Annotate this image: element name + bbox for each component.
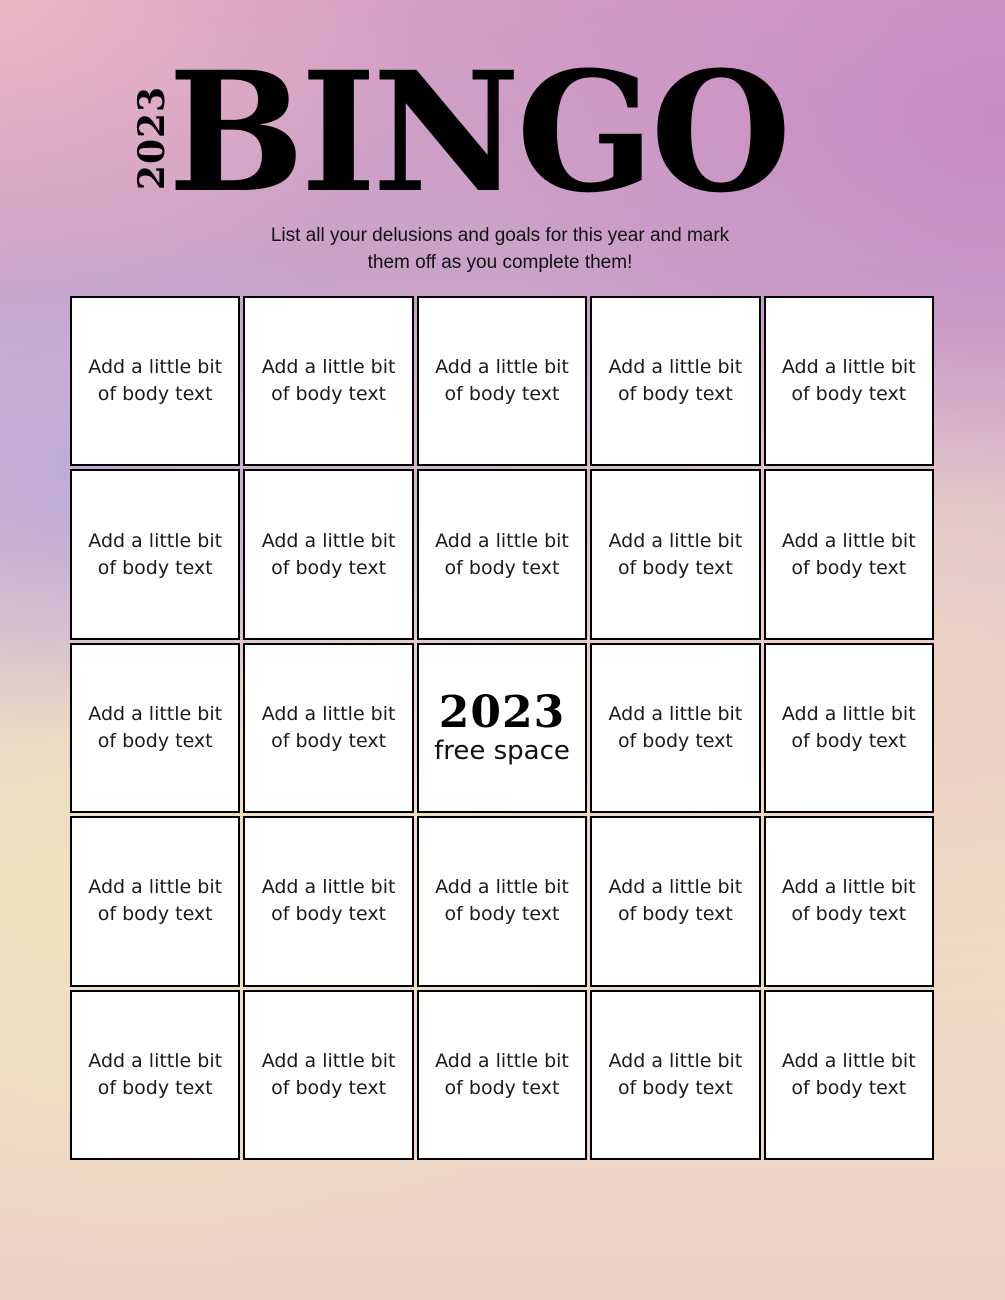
bingo-cell[interactable] [590, 296, 760, 466]
cell-text: Add a little bit of body text [435, 529, 569, 579]
free-space-year: 2023 [438, 686, 566, 738]
cell-text: Add a little bit of body text [781, 356, 916, 406]
header [0, 0, 1005, 290]
bingo-cell[interactable] [764, 816, 934, 986]
cell-text: Add a little bit of body text [781, 1049, 916, 1099]
bingo-cell[interactable] [70, 469, 240, 639]
bingo-cell[interactable] [590, 816, 760, 986]
bingo-cell[interactable] [70, 816, 240, 986]
bingo-cell[interactable] [417, 990, 587, 1160]
cell-text: Add a little bit of body text [608, 356, 743, 406]
cell-text: Add a little bit of body text [261, 876, 396, 926]
bingo-cell[interactable] [764, 296, 934, 466]
bingo-grid [70, 296, 934, 1160]
bingo-cell[interactable] [243, 816, 413, 986]
bingo-cell[interactable] [70, 643, 240, 813]
free-space-cell[interactable] [417, 643, 587, 813]
cell-text: Add a little bit of body text [608, 876, 743, 926]
bingo-cell[interactable] [590, 990, 760, 1160]
title-year: 2023 [131, 85, 173, 191]
cell-text: Add a little bit of body text [261, 529, 396, 579]
bingo-cell[interactable] [243, 469, 413, 639]
bingo-cell[interactable] [243, 990, 413, 1160]
cell-text: Add a little bit of body text [88, 702, 223, 752]
cell-text: Add a little bit of body text [88, 356, 223, 406]
cell-text: Add a little bit of body text [781, 876, 916, 926]
bingo-cell[interactable] [764, 990, 934, 1160]
bingo-cell[interactable] [417, 469, 587, 639]
subtitle: List all your delusions and goals for this year and mark them off as you complete them! [270, 225, 730, 273]
cell-text: Add a little bit of body text [261, 356, 396, 406]
bingo-cell[interactable] [590, 643, 760, 813]
bingo-cell[interactable] [764, 643, 934, 813]
bingo-cell[interactable] [70, 990, 240, 1160]
bingo-cell[interactable] [764, 469, 934, 639]
cell-text: Add a little bit of body text [435, 356, 569, 406]
cell-text: Add a little bit of body text [608, 702, 743, 752]
cell-text: Add a little bit of body text [435, 876, 569, 926]
cell-text: Add a little bit of body text [608, 529, 743, 579]
cell-text: Add a little bit of body text [261, 1049, 396, 1099]
bingo-cell[interactable] [243, 296, 413, 466]
bingo-cell[interactable] [243, 643, 413, 813]
bingo-cell[interactable] [417, 296, 587, 466]
cell-text: Add a little bit of body text [88, 529, 223, 579]
cell-text: Add a little bit of body text [88, 876, 223, 926]
bingo-cell[interactable] [590, 469, 760, 639]
free-space-label: free space [434, 735, 570, 766]
cell-text: Add a little bit of body text [781, 529, 916, 579]
page-title: BINGO [168, 35, 788, 229]
cell-text: Add a little bit of body text [781, 702, 916, 752]
cell-text: Add a little bit of body text [608, 1049, 743, 1099]
cell-text: Add a little bit of body text [435, 1049, 569, 1099]
cell-text: Add a little bit of body text [88, 1049, 223, 1099]
cell-text: Add a little bit of body text [261, 702, 396, 752]
bingo-cell[interactable] [417, 816, 587, 986]
bingo-cell[interactable] [70, 296, 240, 466]
